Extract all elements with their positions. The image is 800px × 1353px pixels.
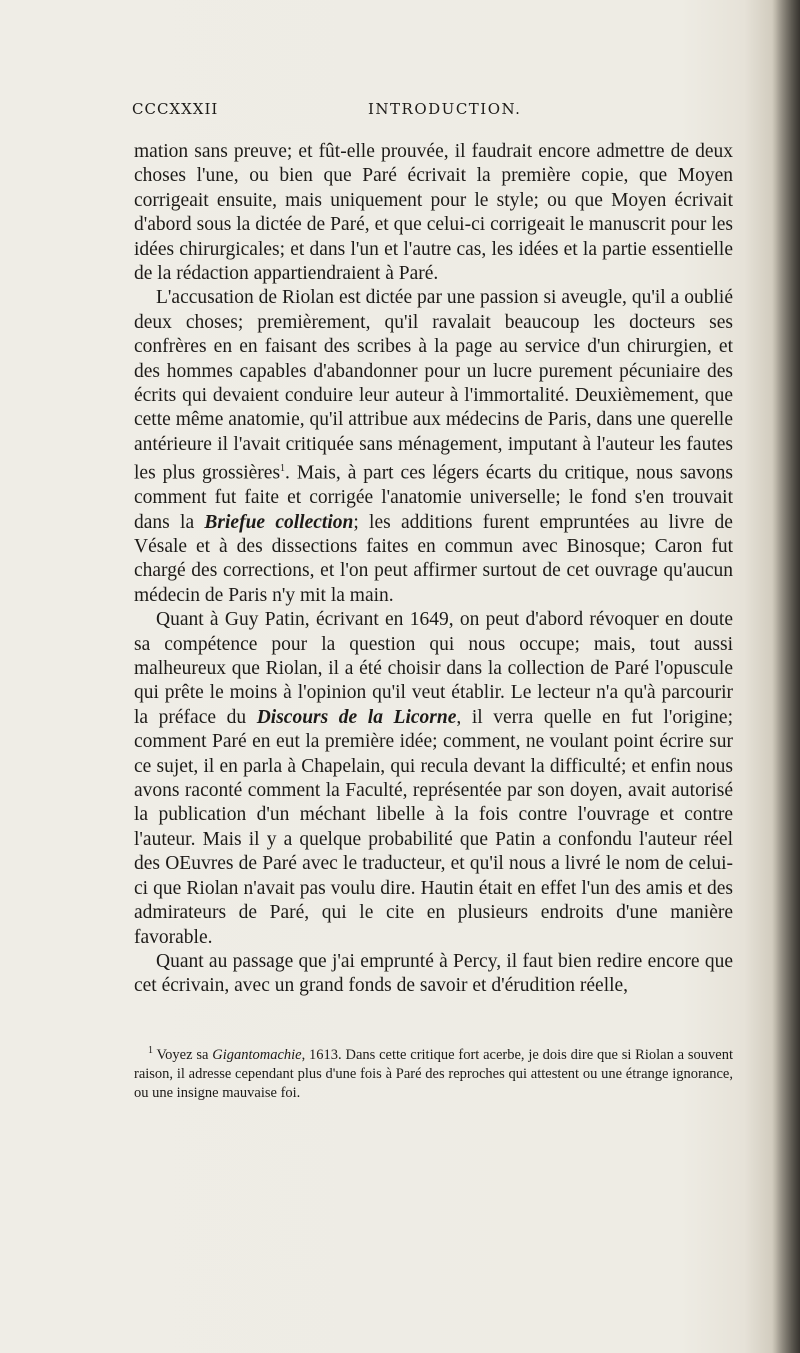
title-discours-licorne: Discours de la Licorne bbox=[256, 706, 457, 728]
footnote-text-a: Voyez sa bbox=[153, 1046, 213, 1063]
paragraph-4 bbox=[134, 950, 733, 999]
paragraph-3-text-b: , il verra quelle en fut l'origine; comment Paré en eut la première idée; comment, ne voulant point écrire sur ce sujet, il en parla à Chapelain, qui recula devant la difficulté; et enfin nous avons raconté comment la Faculté, représentée par son doyen, avait autorisé la publication d'un méchant libelle à la fois contre l'ouvrage et contre l'auteur. Mais il y a quelque probabilité que Patin a confondu l'auteur réel des OEuvres de Paré avec le traducteur, et qu'il nous a livré le nom de celui-ci que Riolan n'avait pas voulu dire. Hautin était en effet l'un des amis et des admirateurs de Paré, qui le cite en plusieurs endroits d'une manière favorable. bbox=[134, 706, 733, 948]
page-folio: CCCXXXII bbox=[132, 100, 219, 118]
footnote-marker: 1 bbox=[148, 1045, 153, 1056]
paragraph-4-text: Quant au passage que j'ai emprunté à Percy, il faut bien redire encore que cet écrivain, avec un grand fonds de savoir et d'érudition réelle, bbox=[134, 950, 733, 997]
paragraph-3-text-a: Quant à Guy Patin, écrivant en 1649, on peut d'abord révoquer en doute sa compétence pour la question qui nous occupe; mais, tout aussi malheureux que Riolan, il a été choisir dans la collection de Paré l'opuscule qui prête le moins à l'opinion qu'il veut établir. Le lecteur n'a qu'à parcourir la préface du bbox=[134, 609, 733, 728]
paragraph-2-text-c: ; les additions furent empruntées au livre de Vésale et à des dissections faites en commun avec Binosque; Caron fut chargé des corrections, et l'on peut affirmer surtout de cet ouvrage qu'aucun médecin de Paris n'y mit la main. bbox=[134, 511, 733, 606]
page-gutter-shadow bbox=[772, 0, 800, 1353]
paragraph-2 bbox=[134, 286, 733, 608]
paragraph-3 bbox=[134, 608, 733, 950]
running-title: INTRODUCTION. bbox=[368, 100, 522, 118]
footnote-text-b: , 1613. Dans cette critique fort acerbe, je dois dire que si Riolan a souvent raison, il adresse cependant plus d'une fois à Paré des reproches qui attestent ou une étrange ignorance, ou une insigne mauvaise foi. bbox=[134, 1046, 733, 1101]
main-text bbox=[134, 140, 733, 999]
page-header bbox=[132, 100, 732, 126]
footnote-1 bbox=[134, 1041, 733, 1103]
title-briefue-collection: Briefue collection bbox=[204, 511, 354, 533]
paragraph-2-text-a: L'accusation de Riolan est dictée par une passion si aveugle, qu'il a oublié deux choses; premièrement, qu'il ravalait beaucoup les docteurs ses confrères en en faisant des scribes à la page au service d'un chirurgien, et des hommes capables d'abandonner pour un lucre purement pécuniaire des écrits qui devaient conduire leur auteur à l'immortalité. Deuxièmement, que cette même anatomie, qu'il attribue aux médecins de Paris, dans une querelle antérieure il l'avait critiquée sans ménagement, imputant à l'auteur les fautes les plus grossières bbox=[134, 287, 733, 484]
paragraph-2-text-b: . Mais, à part ces légers écarts du critique, nous savons comment fut faite et corrigée l'anatomie universelle; le fond s'en trouvait dans la bbox=[134, 462, 733, 533]
footnote-ref[interactable]: 1 bbox=[280, 463, 286, 475]
title-gigantomachie: Gigantomachie bbox=[212, 1046, 302, 1063]
footnote-area bbox=[134, 1041, 733, 1103]
paragraph-1 bbox=[134, 140, 733, 286]
paragraph-1-text: mation sans preuve; et fût-elle prouvée, il faudrait encore admettre de deux choses l'une, ou bien que Paré écrivait la première copie, que Moyen corrigeait ensuite, mais uniquement pour le style; ou que Moyen écrivait d'abord sous la dictée de Paré, et que celui-ci corrigeait le manuscrit pour les idées chirurgicales; et dans l'un et l'autre cas, les idées et la partie essentielle de la rédaction appartiendraient à Paré. bbox=[134, 141, 733, 285]
